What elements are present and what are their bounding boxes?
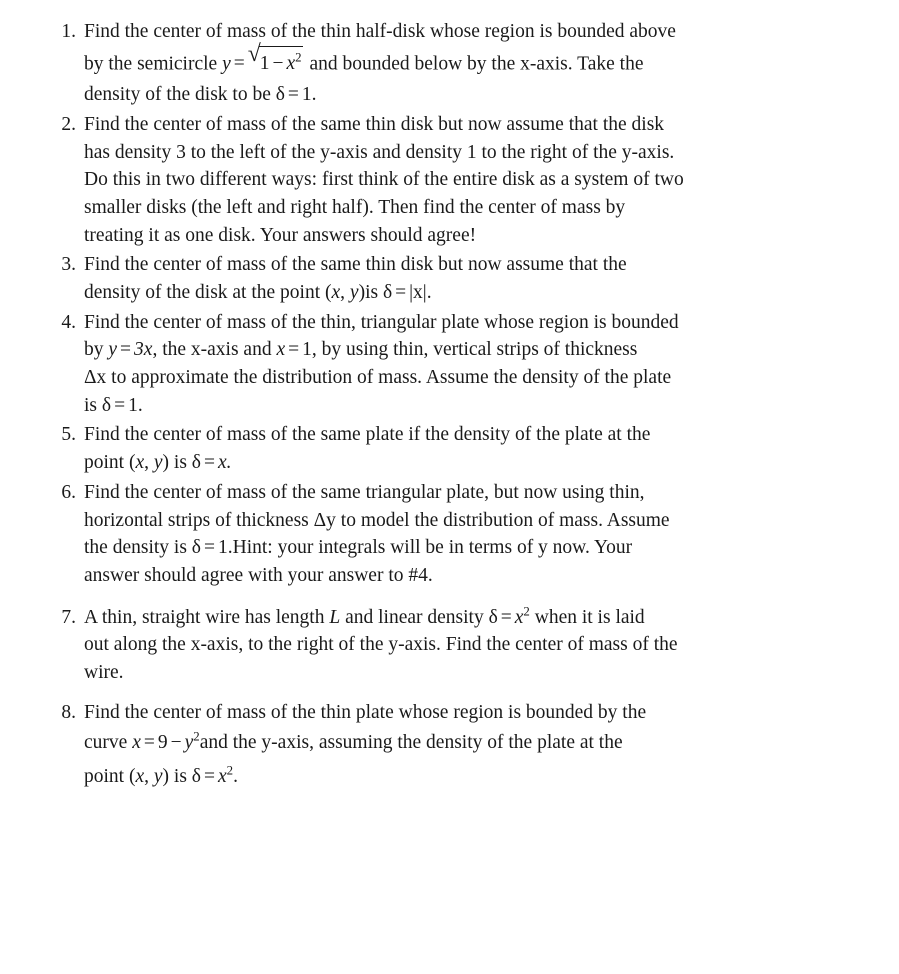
problem-7-line-1-pre: A thin, straight wire has length [84, 606, 330, 628]
problem-item-1 [48, 18, 855, 109]
problem-item-5 [48, 421, 855, 476]
problem-7-line-1 [84, 604, 855, 632]
math-one: 1 [302, 339, 312, 361]
problem-text-7 [84, 604, 855, 687]
problem-1-line-3-val: 1. [301, 84, 317, 106]
problem-text-3 [84, 251, 855, 306]
problem-number: 1. [61, 21, 76, 42]
problem-text-4 [84, 309, 855, 420]
problem-4-line-1: Find the center of mass of the thin, triangular plate whose region is bounded [84, 311, 679, 333]
problem-item-6 [48, 479, 855, 590]
problem-2-line-5: treating it as one disk. Your answers should agree! [84, 224, 477, 246]
problem-1-line-2-pre: by the semicircle [84, 53, 223, 75]
math-period: . [233, 766, 238, 788]
math-var-x: x [132, 732, 141, 754]
problem-item-2 [48, 111, 855, 249]
problem-5-line-2-post: is δ [169, 452, 201, 474]
problem-item-3 [48, 251, 855, 306]
math-var-x: x [331, 282, 341, 303]
problem-number: 5. [61, 424, 76, 446]
math-var-y: y [108, 339, 118, 361]
problem-1-line-3 [84, 81, 855, 109]
math-nine: 9 [157, 732, 168, 754]
problem-4-line-4-val: 1. [128, 394, 143, 416]
problem-1-line-2 [84, 46, 855, 82]
problem-6-line-2: horizontal strips of thickness Δy to model the distribution of mass. Assume [84, 509, 670, 531]
problem-6-line-1: Find the center of mass of the same triangular plate, but now using thin, [84, 481, 645, 503]
problem-5-line-2-pre: point [84, 452, 129, 474]
math-paren-open: ( [128, 452, 136, 474]
problem-7-line-1-post: when it is laid [529, 606, 645, 628]
problem-3-line-1: Find the center of mass of the same thin disk but now assume that the [84, 254, 627, 276]
math-comma: , [144, 766, 154, 788]
problem-8-line-3-pre: point [84, 766, 129, 788]
math-var-x: x [514, 606, 524, 628]
math-equals: = [288, 339, 300, 361]
math-var-x: x [135, 766, 145, 788]
math-var-y: y [153, 452, 163, 474]
math-expr-3x: 3x [134, 339, 153, 361]
problem-3-line-2-val: |x|. [409, 282, 432, 303]
problem-2-line-1: Find the center of mass of the same thin disk but now assume that the disk [84, 113, 665, 135]
problem-number: 4. [61, 311, 76, 333]
problem-text-1 [84, 18, 855, 109]
math-exponent: 2 [295, 50, 302, 65]
problem-7-line-3: wire. [84, 661, 124, 683]
problem-text-5 [84, 421, 855, 476]
math-exponent: 2 [226, 763, 234, 778]
problem-1-line-3-pre: density of the disk to be δ [84, 84, 285, 106]
math-var-x: x [286, 53, 296, 75]
math-exponent: 2 [193, 729, 200, 744]
problem-6-line-4: answer should agree with your answer to #4. [84, 564, 433, 586]
math-var-y: y [184, 732, 194, 754]
math-equals: = [114, 394, 126, 416]
math-equals: = [287, 84, 299, 106]
problem-text-8 [84, 699, 855, 795]
problem-number: 8. [61, 701, 76, 723]
math-paren-open: ( [325, 282, 332, 303]
math-paren-open: ( [128, 766, 136, 788]
problem-4-line-3: Δx to approximate the distribution of mass. Assume the density of the plate [84, 367, 672, 389]
problem-5-line-2 [84, 449, 855, 477]
math-sqrt [248, 46, 305, 82]
problem-number: 7. [61, 606, 76, 628]
problem-list [48, 18, 855, 795]
math-var-x: x [135, 452, 145, 474]
math-minus: − [272, 53, 284, 75]
problem-2-line-4: smaller disks (the left and right half). Then find the center of mass by [84, 196, 626, 218]
problem-number: 3. [61, 254, 76, 276]
math-var-L: L [329, 606, 341, 628]
math-var-y: y [222, 53, 231, 75]
problem-4-line-4 [84, 392, 855, 420]
math-one: 1 [259, 53, 270, 75]
problem-4-line-2-pre: by [84, 339, 109, 361]
math-comma: , [144, 452, 154, 474]
problem-6-line-3-pre: the density is δ [84, 537, 201, 559]
problem-3-line-2 [84, 279, 855, 307]
problem-2-line-2: has density 3 to the left of the y-axis and density 1 to the right of the y-axis. [84, 141, 675, 163]
problem-3-line-2-post: is δ [365, 282, 393, 303]
math-equals: = [203, 537, 215, 559]
math-var-x: x [217, 766, 227, 788]
problem-item-8 [48, 699, 855, 795]
math-paren-close: ) [162, 766, 170, 788]
problem-8-line-2 [84, 726, 855, 760]
problem-text-6 [84, 479, 855, 590]
problem-3-line-2-pre: density of the disk at the point [84, 282, 326, 303]
math-var-x-value: x. [217, 452, 232, 474]
problem-item-4 [48, 309, 855, 420]
problem-text-2 [84, 111, 855, 249]
problem-6-line-3 [84, 534, 855, 562]
problem-number: 2. [61, 113, 76, 135]
problem-8-line-3 [84, 760, 855, 794]
problem-4-line-4-pre: is δ [84, 394, 112, 416]
math-paren-close: ) [358, 282, 366, 303]
math-equals: = [203, 452, 215, 474]
problem-2-line-3: Do this in two different ways: first think of the entire disk as a system of two [84, 169, 684, 191]
math-equals: = [143, 732, 155, 754]
problem-6-line-3-post: 1.Hint: your integrals will be in terms of y now. Your [217, 537, 633, 559]
problem-5-line-1: Find the center of mass of the same plate if the density of the plate at the [84, 424, 651, 446]
problem-8-line-1: Find the center of mass of the thin plate whose region is bounded by the [84, 701, 647, 723]
problem-7-line-1-mid: and linear density δ [340, 606, 498, 628]
math-minus: − [170, 732, 182, 754]
problem-item-7 [48, 604, 855, 687]
math-var-y: y [349, 282, 359, 303]
problem-number: 6. [61, 481, 76, 503]
problem-8-line-3-mid: is δ [169, 766, 201, 788]
problem-4-line-2-mid: , the x-axis and [152, 339, 277, 361]
problem-4-line-2 [84, 336, 855, 364]
math-exponent: 2 [523, 604, 530, 619]
math-equals: = [395, 282, 407, 303]
math-equals: = [500, 606, 512, 628]
problem-4-line-2-post: , by using thin, vertical strips of thickness [311, 339, 638, 361]
math-comma: , [340, 282, 350, 303]
problem-8-line-2-pre: curve [84, 732, 133, 754]
problem-8-line-2-post: and the y-axis, assuming the density of the plate at the [199, 732, 623, 754]
math-equals: = [120, 339, 132, 361]
math-var-y: y [153, 766, 163, 788]
problem-1-line-2-post: and bounded below by the x-axis. Take the [304, 53, 644, 75]
math-equals: = [203, 766, 215, 788]
math-equals: = [233, 53, 245, 75]
problem-1-line-1: Find the center of mass of the thin half-disk whose region is bounded above [84, 21, 676, 42]
problem-7-line-2: out along the x-axis, to the right of the y-axis. Find the center of mass of the [84, 634, 678, 656]
math-paren-close: ) [162, 452, 170, 474]
math-var-x: x [276, 339, 286, 361]
math-radicand [259, 46, 303, 81]
